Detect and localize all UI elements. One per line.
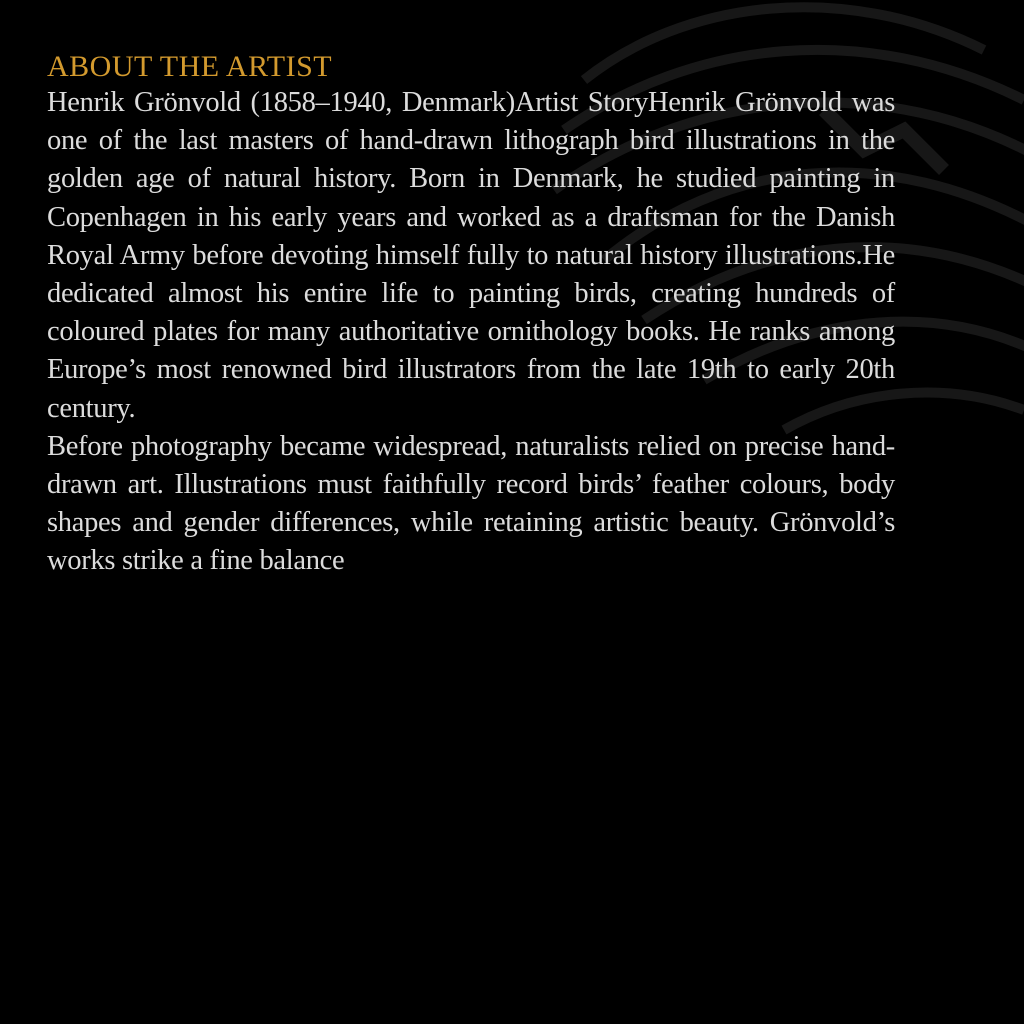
paragraph-artist-story: Henrik Grönvold (1858–1940, Denmark)Artist StoryHenrik Grönvold was one of the last masters of hand-drawn lithograph bird illustrations in the golden age of natural history. Born in Denmark, he studied painting in Copenhagen in his early years and worked as a draftsman for the Danish Royal Army before devoting himself fully to natural history illustrations.He dedicated almost his entire life to painting birds, creating hundreds of coloured plates for many authoritative ornithology books. He ranks among Europe’s most renowned bird illustrators from the late 19th to early 20th century. [47, 87, 895, 424]
about-artist-section [47, 50, 895, 581]
section-heading: ABOUT THE ARTIST [47, 50, 333, 83]
paragraph-photography-context: Before photography became widespread, naturalists relied on precise hand-drawn art. Illustrations must faithfully record birds’ feather colours, body shapes and gender differences, while retaining artistic beauty. Grönvold’s works strike a fine balance [47, 430, 895, 577]
